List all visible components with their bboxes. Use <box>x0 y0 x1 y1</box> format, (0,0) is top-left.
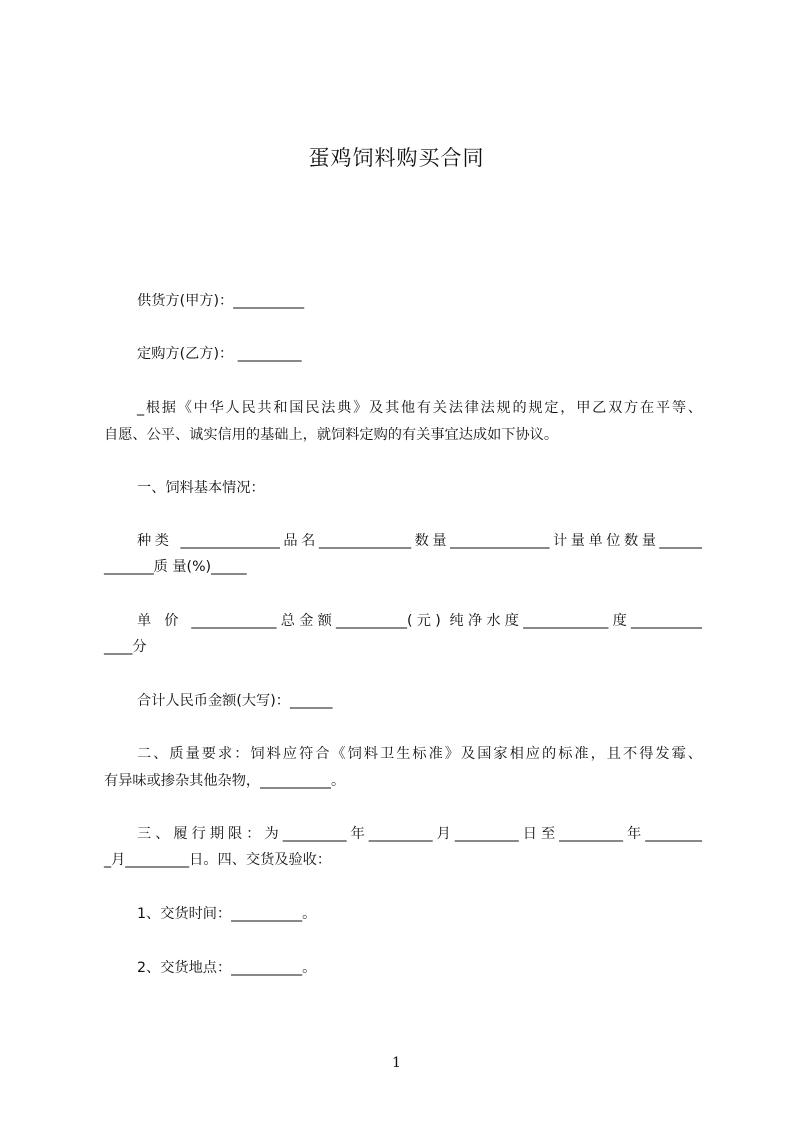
section-heading-feed-info: 一、饲料基本情况： <box>137 480 265 496</box>
supplier-line: 供货方(甲方)：__________ <box>137 293 305 309</box>
performance-term-line-1: 三、履行期限：为_________年_________月_________日至_________年________ <box>137 826 702 842</box>
performance-term-line-2: _月_________日。四、交货及验收： <box>104 852 332 868</box>
quality-requirement-line-2: 有异味或掺杂其他杂物，__________。 <box>104 773 346 789</box>
legal-basis-line-1: _根据《中华人民共和国民法典》及其他有关法律法规的规定，甲乙双方在平等、 <box>137 400 702 416</box>
legal-basis-line-2: 自愿、公平、诚实信用的基础上，就饲料定购的有关事宜达成如下协议。 <box>104 427 559 443</box>
feed-category-line-1: 种类 ______________品名_____________数量______________计量单位数量______ <box>137 533 702 549</box>
buyer-line: 定购方(乙方)： _________ <box>137 346 302 362</box>
page-number: 1 <box>392 1055 401 1071</box>
quality-requirement-line-1: 二、质量要求：饲料应符合《饲料卫生标准》及国家相应的标准，且不得发霉、 <box>137 746 702 762</box>
document-title: 蛋鸡饲料购买合同 <box>308 146 485 170</box>
delivery-time-line: 1、交货时间：__________。 <box>137 906 317 922</box>
feed-category-line-2: _______质 量(%)_____ <box>104 559 247 575</box>
total-rmb-line: 合计人民币金额(大写)：______ <box>137 693 333 709</box>
unit-price-line-1: 单 价 ____________总金额__________(元) 纯净水度____________度__________ <box>137 613 702 629</box>
unit-price-line-2: ____分 <box>104 639 147 655</box>
delivery-place-line: 2、交货地点：__________。 <box>137 960 317 976</box>
